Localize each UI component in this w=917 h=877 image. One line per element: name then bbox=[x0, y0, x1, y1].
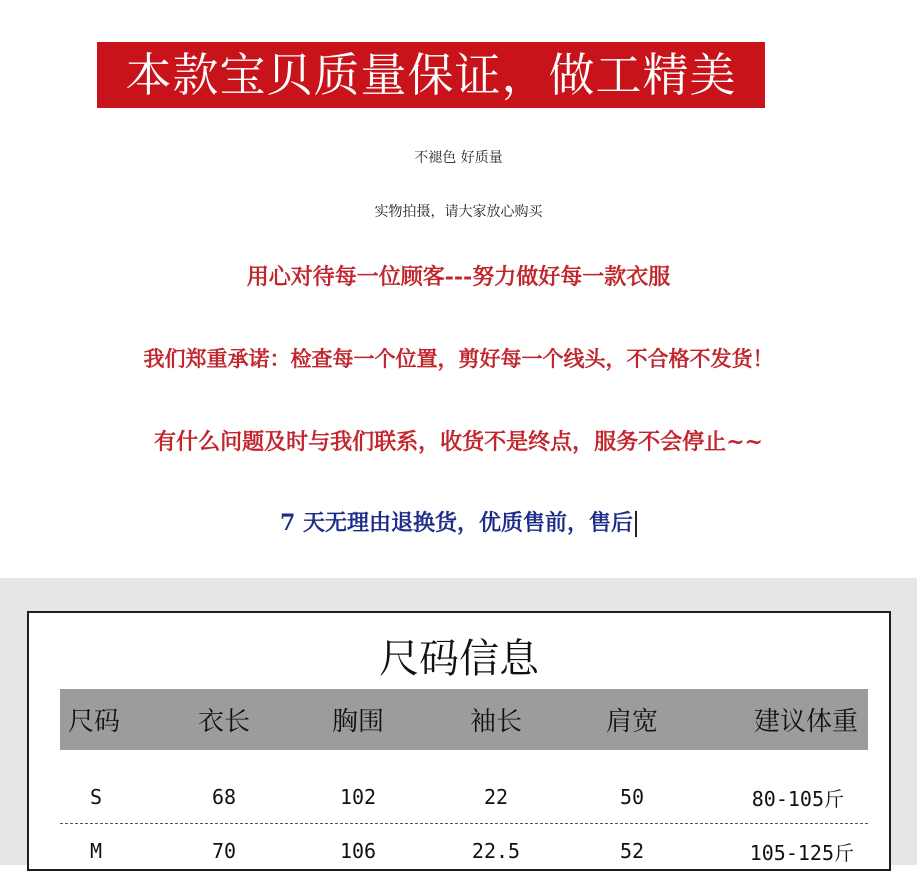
header-chest: 胸围 bbox=[331, 707, 384, 737]
cell-shoulder: 52 bbox=[619, 839, 645, 863]
header-weight: 建议体重 bbox=[753, 707, 858, 737]
care-slogan: 用心对待每一位顾客---努力做好每一款衣服 bbox=[246, 264, 671, 290]
cell-length: 68 bbox=[211, 785, 237, 809]
contact-text: 有什么问题及时与我们联系，收货不是终点，服务不会停止~~ bbox=[154, 429, 763, 455]
header-size: 尺码 bbox=[68, 707, 121, 737]
size-card bbox=[27, 611, 891, 871]
cell-weight: 80-105斤 bbox=[751, 786, 844, 811]
header-length: 衣长 bbox=[197, 707, 250, 737]
table-row bbox=[60, 771, 868, 824]
cell-size: S bbox=[90, 785, 103, 809]
cell-chest: 106 bbox=[339, 839, 377, 863]
cell-chest: 102 bbox=[339, 785, 377, 809]
returns-line bbox=[0, 506, 917, 537]
size-section bbox=[0, 578, 917, 865]
returns-text: 7 天无理由退换货，优质售前，售后 bbox=[280, 510, 633, 536]
cell-size: M bbox=[90, 839, 103, 863]
header-shoulder: 肩宽 bbox=[605, 707, 658, 737]
cell-shoulder: 50 bbox=[619, 785, 645, 809]
cell-sleeve: 22.5 bbox=[471, 839, 521, 863]
cell-weight: 105-125斤 bbox=[749, 840, 854, 865]
promise-text: 我们郑重承诺：检查每一个位置，剪好每一个线头，不合格不发货！ bbox=[143, 346, 774, 371]
real-photo-text: 实物拍摄，请大家放心购买 bbox=[374, 204, 543, 220]
size-table-header bbox=[60, 689, 868, 750]
header-sleeve: 袖长 bbox=[469, 707, 522, 737]
size-table-title: 尺码信息 bbox=[379, 636, 539, 682]
cell-length: 70 bbox=[211, 839, 237, 863]
cell-sleeve: 22 bbox=[483, 785, 509, 809]
text-cursor bbox=[635, 511, 637, 537]
no-fade-text: 不褪色 好质量 bbox=[414, 150, 503, 166]
quality-banner: 本款宝贝质量保证，做工精美 bbox=[97, 42, 765, 108]
table-row bbox=[60, 825, 868, 877]
